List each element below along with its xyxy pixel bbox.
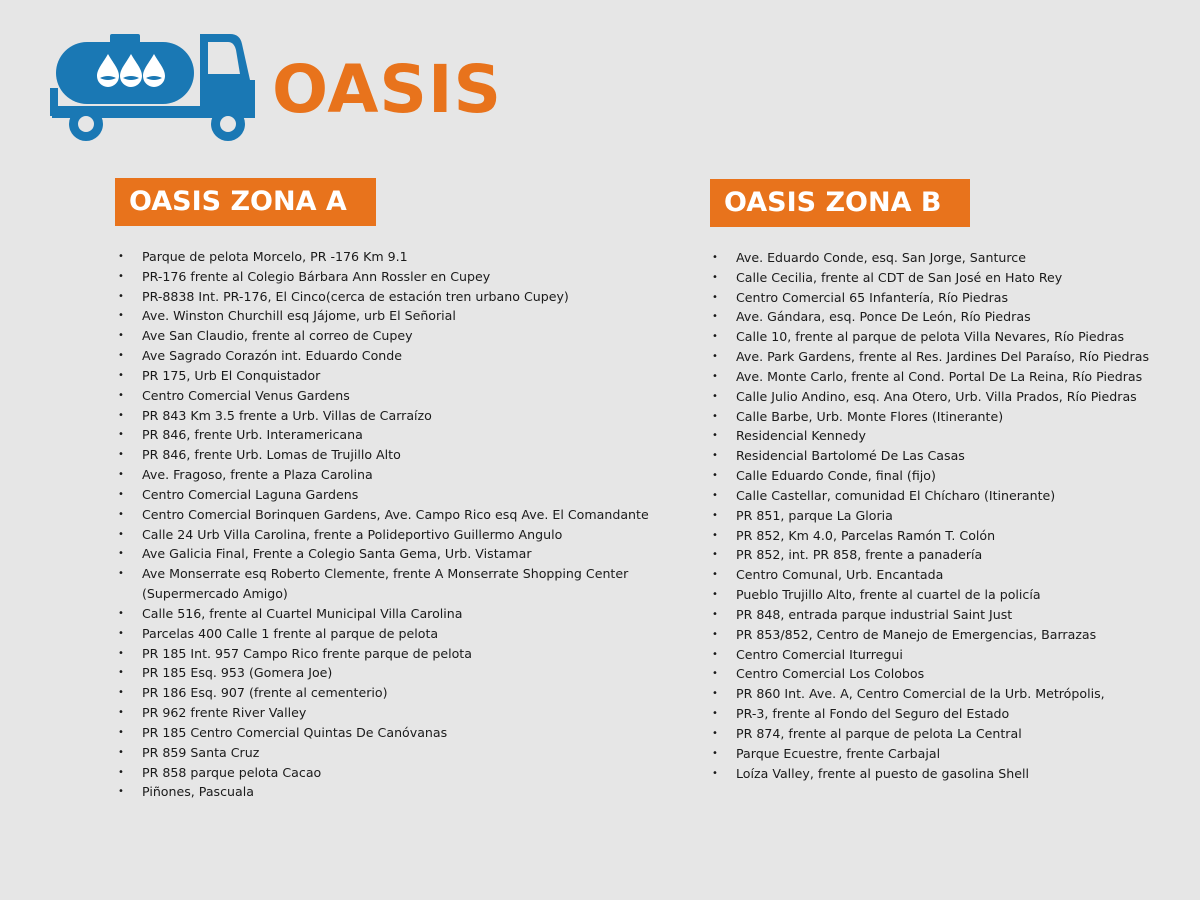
list-item xyxy=(712,288,1182,308)
list-item xyxy=(118,425,658,445)
location-label: PR 859 Santa Cruz xyxy=(142,744,260,760)
location-label: Centro Comercial Iturregui xyxy=(736,646,903,662)
location-label: Ave. Gándara, esq. Ponce De León, Río Piedras xyxy=(736,309,1031,325)
list-item xyxy=(118,782,658,802)
list-item xyxy=(712,684,1182,704)
zone-b-header: OASIS ZONA B xyxy=(710,179,970,227)
bullet-icon: • xyxy=(712,470,718,482)
list-item xyxy=(118,564,658,604)
location-label: Calle Julio Andino, esq. Ana Otero, Urb. Villa Prados, Río Piedras xyxy=(736,388,1137,404)
list-item xyxy=(712,426,1182,446)
bullet-icon: • xyxy=(712,410,718,422)
location-label: Centro Comercial Los Colobos xyxy=(736,666,925,682)
location-label: Centro Comercial Laguna Gardens xyxy=(142,486,359,502)
bullet-icon: • xyxy=(712,688,718,700)
location-label: Ave. Fragoso, frente a Plaza Carolina xyxy=(142,467,373,483)
location-label: PR 851, parque La Gloria xyxy=(736,507,893,523)
bullet-icon: • xyxy=(118,568,124,580)
list-item xyxy=(712,307,1182,327)
bullet-icon: • xyxy=(712,430,718,442)
list-item xyxy=(712,764,1182,784)
list-item xyxy=(712,724,1182,744)
bullet-icon: • xyxy=(712,628,718,640)
list-item xyxy=(118,683,658,703)
location-label: PR 852, int. PR 858, frente a panadería xyxy=(736,547,983,563)
bullet-icon: • xyxy=(118,667,124,679)
bullet-icon: • xyxy=(118,409,124,421)
list-item xyxy=(712,268,1182,288)
location-label: Parque de pelota Morcelo, PR -176 Km 9.1 xyxy=(142,249,408,264)
list-item xyxy=(118,644,658,664)
location-label: Loíza Valley, frente al puesto de gasolina Shell xyxy=(736,765,1029,781)
bullet-icon: • xyxy=(712,291,718,303)
list-item xyxy=(118,326,658,346)
list-item xyxy=(118,287,658,307)
bullet-icon: • xyxy=(118,607,124,619)
bullet-icon: • xyxy=(118,270,124,282)
bullet-icon: • xyxy=(118,290,124,302)
location-label: Calle 24 Urb Villa Carolina, frente a Polideportivo Guillermo Angulo xyxy=(142,526,563,542)
bullet-icon: • xyxy=(712,509,718,521)
bullet-icon: • xyxy=(118,488,124,500)
bullet-icon: • xyxy=(118,330,124,342)
bullet-icon: • xyxy=(712,727,718,739)
location-label: Calle 516, frente al Cuartel Municipal Villa Carolina xyxy=(142,605,463,621)
bullet-icon: • xyxy=(712,370,718,382)
bullet-icon: • xyxy=(712,489,718,501)
list-item xyxy=(118,485,658,505)
list-item xyxy=(712,744,1182,764)
bullet-icon: • xyxy=(118,647,124,659)
zone-a-list xyxy=(118,247,658,802)
water-tanker-truck-icon xyxy=(50,30,260,145)
list-item xyxy=(712,367,1182,387)
location-label: PR 852, Km 4.0, Parcelas Ramón T. Colón xyxy=(736,527,996,543)
bullet-icon: • xyxy=(712,450,718,462)
location-label: PR 843 Km 3.5 frente a Urb. Villas de Carraízo xyxy=(142,407,432,423)
list-item xyxy=(118,604,658,624)
location-label: Calle Eduardo Conde, final (fijo) xyxy=(736,468,936,484)
bullet-icon: • xyxy=(712,767,718,779)
bullet-icon: • xyxy=(712,608,718,620)
list-item xyxy=(712,565,1182,585)
location-label: PR 962 frente River Valley xyxy=(142,705,307,721)
list-item xyxy=(118,544,658,564)
list-item xyxy=(712,387,1182,407)
bullet-icon: • xyxy=(712,747,718,759)
zone-a-header: OASIS ZONA A xyxy=(115,178,376,226)
list-item xyxy=(712,248,1182,268)
bullet-icon: • xyxy=(712,708,718,720)
list-item xyxy=(118,525,658,545)
list-item xyxy=(118,366,658,386)
bullet-icon: • xyxy=(118,508,124,520)
list-item xyxy=(712,486,1182,506)
list-item xyxy=(118,346,658,366)
location-label: Calle Cecilia, frente al CDT de San José en Hato Rey xyxy=(736,269,1063,285)
bullet-icon: • xyxy=(118,251,124,262)
bullet-icon: • xyxy=(712,549,718,561)
location-label: Ave. Park Gardens, frente al Res. Jardines Del Paraíso, Río Piedras xyxy=(736,349,1150,365)
list-item xyxy=(118,663,658,683)
zone-b-list xyxy=(712,248,1182,783)
location-label: PR-3, frente al Fondo del Seguro del Estado xyxy=(736,706,1010,722)
bullet-icon: • xyxy=(712,648,718,660)
location-label: Ave Sagrado Corazón int. Eduardo Conde xyxy=(142,348,403,364)
list-item xyxy=(118,247,658,267)
location-label: PR 185 Centro Comercial Quintas De Canóvanas xyxy=(142,724,448,740)
list-item xyxy=(118,624,658,644)
list-item xyxy=(118,386,658,406)
list-item xyxy=(118,465,658,485)
list-item xyxy=(712,545,1182,565)
location-label: Calle 10, frente al parque de pelota Villa Nevares, Río Piedras xyxy=(736,329,1125,345)
bullet-icon: • xyxy=(118,687,124,699)
list-item xyxy=(712,664,1182,684)
list-item xyxy=(118,445,658,465)
list-item xyxy=(712,585,1182,605)
location-label: Parque Ecuestre, frente Carbajal xyxy=(736,745,941,761)
location-label: PR 874, frente al parque de pelota La Central xyxy=(736,725,1022,741)
location-label: Centro Comunal, Urb. Encantada xyxy=(736,567,944,583)
bullet-icon: • xyxy=(712,331,718,343)
bullet-icon: • xyxy=(712,390,718,402)
location-label: PR-176 frente al Colegio Bárbara Ann Rossler en Cupey xyxy=(142,268,491,284)
location-label: PR 858 parque pelota Cacao xyxy=(142,764,322,780)
bullet-icon: • xyxy=(712,351,718,363)
location-label: Ave Monserrate esq Roberto Clemente, frente A Monserrate Shopping Center (Supermercado Amigo) xyxy=(142,566,629,602)
list-item xyxy=(712,347,1182,367)
bullet-icon: • xyxy=(712,271,718,283)
bullet-icon: • xyxy=(118,627,124,639)
location-label: PR 185 Int. 957 Campo Rico frente parque de pelota xyxy=(142,645,472,661)
list-item xyxy=(118,743,658,763)
location-label: Pueblo Trujillo Alto, frente al cuartel de la policía xyxy=(736,587,1041,603)
bullet-icon: • xyxy=(118,786,124,798)
location-label: PR 846, frente Urb. Interamericana xyxy=(142,427,363,443)
list-item xyxy=(712,407,1182,427)
list-item xyxy=(118,267,658,287)
location-label: PR 848, entrada parque industrial Saint Just xyxy=(736,606,1013,622)
list-item xyxy=(712,645,1182,665)
list-item xyxy=(712,625,1182,645)
location-label: Residencial Bartolomé De Las Casas xyxy=(736,448,965,464)
list-item xyxy=(118,306,658,326)
location-label: Ave San Claudio, frente al correo de Cupey xyxy=(142,328,413,344)
list-item xyxy=(118,763,658,783)
bullet-icon: • xyxy=(118,726,124,738)
list-item xyxy=(712,466,1182,486)
bullet-icon: • xyxy=(118,389,124,401)
bullet-icon: • xyxy=(118,449,124,461)
location-label: PR 860 Int. Ave. A, Centro Comercial de la Urb. Metrópolis, xyxy=(736,686,1105,702)
location-label: Ave. Winston Churchill esq Jájome, urb El Señorial xyxy=(142,308,456,324)
location-label: Ave Galicia Final, Frente a Colegio Santa Gema, Urb. Vistamar xyxy=(142,546,532,562)
list-item xyxy=(712,605,1182,625)
list-item xyxy=(712,446,1182,466)
bullet-icon: • xyxy=(712,569,718,581)
bullet-icon: • xyxy=(712,311,718,323)
location-label: Piñones, Pascuala xyxy=(142,784,254,800)
location-label: Calle Castellar, comunidad El Chícharo (Itinerante) xyxy=(736,487,1056,503)
bullet-icon: • xyxy=(118,766,124,778)
list-item xyxy=(712,506,1182,526)
bullet-icon: • xyxy=(118,350,124,362)
list-item xyxy=(118,723,658,743)
bullet-icon: • xyxy=(118,429,124,441)
location-label: Parcelas 400 Calle 1 frente al parque de pelota xyxy=(142,625,439,641)
location-label: PR 185 Esq. 953 (Gomera Joe) xyxy=(142,665,333,681)
location-label: PR-8838 Int. PR-176, El Cinco(cerca de estación tren urbano Cupey) xyxy=(142,288,569,304)
location-label: Ave. Eduardo Conde, esq. San Jorge, Santurce xyxy=(736,250,1026,265)
bullet-icon: • xyxy=(712,589,718,601)
list-item xyxy=(118,505,658,525)
location-label: PR 186 Esq. 907 (frente al cementerio) xyxy=(142,685,388,701)
list-item xyxy=(712,327,1182,347)
bullet-icon: • xyxy=(118,369,124,381)
bullet-icon: • xyxy=(118,528,124,540)
location-label: PR 853/852, Centro de Manejo de Emergencias, Barrazas xyxy=(736,626,1097,642)
location-label: Ave. Monte Carlo, frente al Cond. Portal De La Reina, Río Piedras xyxy=(736,368,1143,384)
location-label: Residencial Kennedy xyxy=(736,428,866,444)
bullet-icon: • xyxy=(712,529,718,541)
location-label: PR 846, frente Urb. Lomas de Trujillo Alto xyxy=(142,447,401,463)
bullet-icon: • xyxy=(118,707,124,719)
bullet-icon: • xyxy=(712,252,718,263)
location-label: Centro Comercial Venus Gardens xyxy=(142,387,350,403)
bullet-icon: • xyxy=(118,548,124,560)
location-label: Centro Comercial 65 Infantería, Río Piedras xyxy=(736,289,1009,305)
location-label: Calle Barbe, Urb. Monte Flores (Itinerante) xyxy=(736,408,1004,424)
bullet-icon: • xyxy=(118,469,124,481)
location-label: Centro Comercial Borinquen Gardens, Ave. Campo Rico esq Ave. El Comandante xyxy=(142,506,649,522)
list-item xyxy=(118,406,658,426)
location-label: PR 175, Urb El Conquistador xyxy=(142,367,321,383)
bullet-icon: • xyxy=(712,668,718,680)
list-item xyxy=(118,703,658,723)
bullet-icon: • xyxy=(118,746,124,758)
bullet-icon: • xyxy=(118,310,124,322)
list-item xyxy=(712,526,1182,546)
brand-title: OASIS xyxy=(272,51,503,128)
list-item xyxy=(712,704,1182,724)
